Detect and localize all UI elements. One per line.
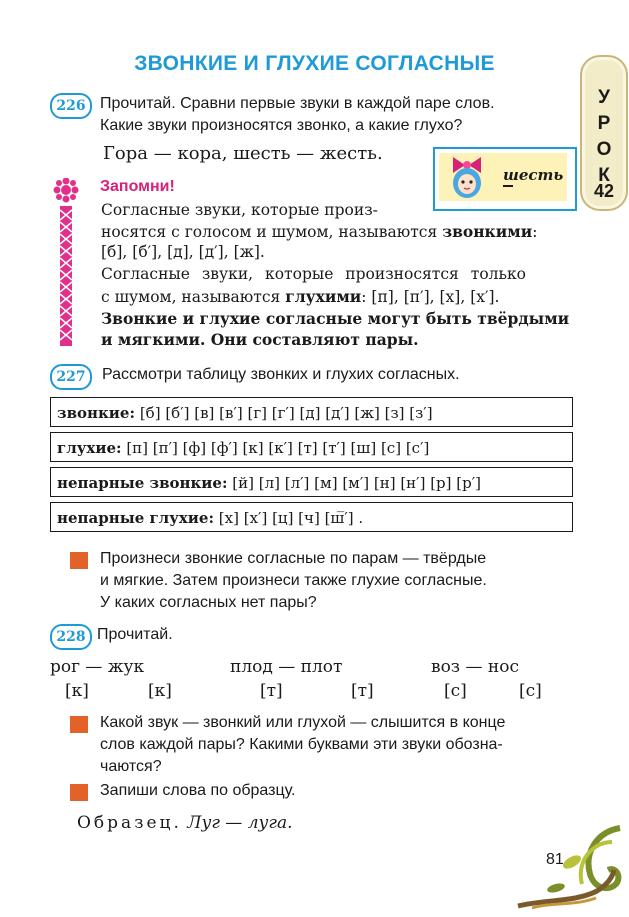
sound-transcription: [с] [444,681,467,701]
sound-transcription: [с] [519,681,542,701]
ex228-task2: Запиши слова по образцу. [100,782,296,799]
remember-line2: носятся с голосом и шумом, называются звонкими: [101,222,538,241]
ex226-instruction-line1: Прочитай. Сравни первые звуки в каждой паре слов. [100,95,495,112]
remember-line1: Согласные звуки, которые произ- [101,201,378,219]
task-bullet-icon [70,784,88,801]
exercise-number-226: 226 [50,93,92,119]
ex227-task-line1: Произнеси звонкие согласные по парам — твёрдые [100,550,487,567]
task-bullet-icon [70,716,88,733]
page-title: ЗВОНКИЕ И ГЛУХИЕ СОГЛАСНЫЕ [134,52,495,75]
sound-transcription: [т] [260,681,283,701]
lesson-letter: У [598,87,610,108]
remember-line7: и мягкими. Они составляют пары. [101,330,419,349]
ex226-instruction-line2: Какие звуки произносятся звонко, а какие глухо? [100,117,463,134]
remember-line6: Звонкие и глухие согласные могут быть твёрдыми [101,309,570,328]
lesson-letter: О [596,139,612,160]
exercise-number-227: 227 [50,364,92,390]
word-pair: воз — нос [431,657,519,677]
leaf-ornament-icon [512,822,624,912]
underline-mark [503,185,513,187]
illustration-card [433,147,577,211]
remember-line5: с шумом, называются глухими: [п], [п′], [х], [х′]. [101,287,500,306]
sound-transcription: [т] [351,681,374,701]
girl-with-bow-icon [443,153,499,201]
exercise-number-228: 228 [50,624,92,650]
lesson-letter: К [598,165,610,186]
lesson-number: 42 [593,181,615,201]
word-pair: рог — жук [50,657,145,677]
ex227-instruction: Рассмотри таблицу звонких и глухих согласных. [102,366,460,383]
ex227-task-line2: и мягкие. Затем произнеси также глухие согласные. [100,572,487,589]
lesson-letter: Р [597,113,611,134]
ex228-task1-line2: слов каждой пары? Какими буквами эти звуки обозна- [100,736,503,753]
remember-line4: Согласные звуки, которые произносятся только [101,265,526,283]
remember-line3: [б], [б′], [д], [д′], [ж]. [101,243,265,261]
task-bullet-icon [70,552,88,569]
card-word: шесть [503,166,564,184]
remember-heading: Запомни! [100,178,175,195]
sound-transcription: [к] [148,681,172,701]
lesson-tab [580,55,628,211]
ex226-words: Гора — кора, шесть — жесть. [103,143,383,164]
ex227-task-line3: У каких согласных нет пары? [100,594,317,611]
sound-table-row: непарные глухие: [х] [х′] [ц] [ч] [ш̅′] . [50,502,573,532]
ex228-task1-line1: Какой звук — звонкий или глухой — слышится в конце [100,714,506,731]
page-number: 81 [546,851,564,868]
sound-table-row: звонкие: [б] [б′] [в] [в′] [г] [г′] [д] [д′] [ж] [з] [з′] [50,397,573,427]
flower-ornament-icon [53,178,79,348]
ex228-instruction: Прочитай. [97,626,173,643]
sound-table-row: глухие: [п] [п′] [ф] [ф′] [к] [к′] [т] [т′] [ш] [с] [с′] [50,432,573,462]
word-pair: плод — плот [230,657,343,677]
sound-table-row: непарные звонкие: [й] [л] [л′] [м] [м′] [н] [н′] [р] [р′] [50,467,573,497]
sound-transcription: [к] [65,681,89,701]
card-background [439,153,567,201]
sample-line: Образец. Луг — луга. [77,813,293,833]
ex228-task1-line3: чаются? [100,758,162,775]
